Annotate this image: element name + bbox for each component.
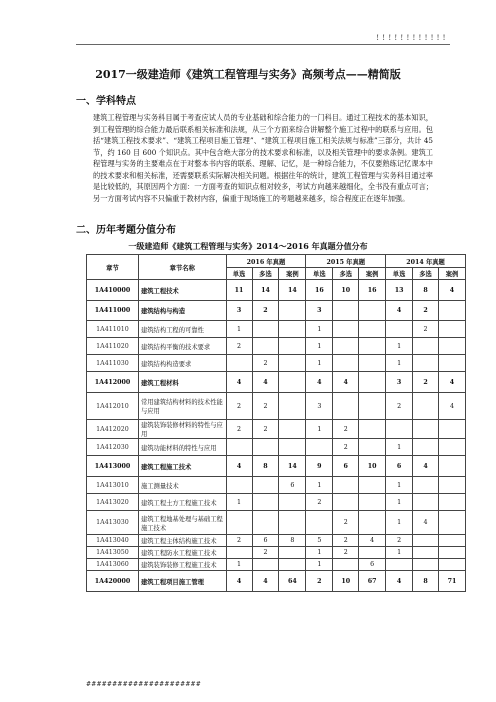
score-cell: 14 <box>279 456 306 477</box>
score-cell <box>359 511 386 535</box>
score-cell <box>333 393 359 420</box>
footer-marks: ###################### <box>86 681 202 688</box>
score-cell: 1 <box>386 547 413 559</box>
score-cell: 16 <box>359 280 386 301</box>
subheader-single-choice: 单选 <box>226 268 252 280</box>
chapter-name-cell: 建筑工程主体结构施工技术 <box>138 535 226 547</box>
score-cell: 2 <box>226 393 252 420</box>
score-cell <box>279 355 306 372</box>
score-cell: 6 <box>279 477 306 494</box>
score-cell: 2 <box>333 547 359 559</box>
score-cell: 13 <box>386 280 413 301</box>
table-caption: 一级建造师《建筑工程管理与实务》2014～2016 年真题分值分布 <box>128 241 368 251</box>
chapter-code-cell: 1A410000 <box>87 280 139 301</box>
score-cell <box>333 477 359 494</box>
score-cell: 4 <box>413 456 439 477</box>
score-cell: 4 <box>386 571 413 592</box>
chapter-name-cell: 建筑工程项目施工管理 <box>138 571 226 592</box>
score-cell <box>438 456 465 477</box>
score-cell <box>386 420 413 439</box>
score-cell <box>438 301 465 321</box>
score-cell <box>413 338 439 355</box>
score-cell <box>279 338 306 355</box>
chapter-name-cell: 建筑装饰装修工程施工技术 <box>138 559 226 571</box>
score-cell: 2 <box>333 535 359 547</box>
score-cell: 9 <box>306 456 333 477</box>
score-cell: 16 <box>306 280 333 301</box>
chapter-name-cell: 建筑功能材料的特性与应用 <box>138 439 226 456</box>
score-cell: 3 <box>306 393 333 420</box>
table-row <box>87 511 466 535</box>
chapter-code-cell: 1A411000 <box>87 301 139 321</box>
subheader-multi-choice: 多选 <box>252 268 279 280</box>
chapter-code-cell: 1A413040 <box>87 535 139 547</box>
score-cell: 71 <box>438 571 465 592</box>
score-cell <box>438 511 465 535</box>
score-cell <box>359 321 386 338</box>
score-cell <box>279 321 306 338</box>
chapter-code-cell: 1A411010 <box>87 321 139 338</box>
chapter-code-cell: 1A411020 <box>87 338 139 355</box>
header-year-2014: 2014 年真题 <box>386 255 466 268</box>
score-cell: 1 <box>306 321 333 338</box>
score-cell: 2 <box>333 439 359 456</box>
score-cell: 8 <box>279 535 306 547</box>
score-cell <box>413 535 439 547</box>
score-cell <box>438 547 465 559</box>
table-row <box>87 547 466 559</box>
score-cell: 2 <box>226 535 252 547</box>
chapter-name-cell: 建筑结构构造要求 <box>138 355 226 372</box>
score-cell: 1 <box>386 477 413 494</box>
score-cell <box>438 321 465 338</box>
score-cell: 1 <box>306 338 333 355</box>
score-cell <box>252 511 279 535</box>
score-cell: 2 <box>413 321 439 338</box>
score-cell: 2 <box>333 511 359 535</box>
score-cell <box>359 547 386 559</box>
table-row <box>87 494 466 511</box>
score-distribution-table <box>86 254 466 592</box>
score-cell <box>226 355 252 372</box>
score-cell <box>252 477 279 494</box>
score-cell: 4 <box>386 301 413 321</box>
score-cell <box>333 301 359 321</box>
score-cell <box>252 338 279 355</box>
score-cell <box>306 511 333 535</box>
score-cell <box>438 477 465 494</box>
table-row <box>87 393 466 420</box>
score-cell: 1 <box>386 338 413 355</box>
score-cell <box>279 372 306 393</box>
table-row <box>87 535 466 547</box>
score-cell: 2 <box>252 393 279 420</box>
score-cell <box>359 494 386 511</box>
score-cell: 1 <box>386 439 413 456</box>
score-cell <box>438 494 465 511</box>
chapter-code-cell: 1A420000 <box>87 571 139 592</box>
score-cell: 6 <box>359 559 386 571</box>
score-cell <box>413 547 439 559</box>
chapter-code-cell: 1A413050 <box>87 547 139 559</box>
chapter-code-cell: 1A412000 <box>87 372 139 393</box>
score-cell <box>279 301 306 321</box>
score-cell: 2 <box>226 420 252 439</box>
table-row <box>87 280 466 301</box>
chapter-name-cell: 施工测量技术 <box>138 477 226 494</box>
chapter-code-cell: 1A413020 <box>87 494 139 511</box>
table-row <box>87 355 466 372</box>
table-row <box>87 338 466 355</box>
chapter-name-cell: 建筑结构工程的可靠性 <box>138 321 226 338</box>
score-cell <box>252 559 279 571</box>
score-cell <box>413 559 439 571</box>
score-cell <box>279 393 306 420</box>
score-cell: 4 <box>226 571 252 592</box>
score-cell <box>438 338 465 355</box>
score-cell <box>413 420 439 439</box>
chapter-name-cell: 建筑装饰装修材料的特性与应用 <box>138 420 226 439</box>
header-year-2016: 2016 年真题 <box>226 255 306 268</box>
score-cell <box>279 547 306 559</box>
chapter-name-cell: 常用建筑结构材料的技术性能与应用 <box>138 393 226 420</box>
score-cell: 4 <box>226 456 252 477</box>
score-cell <box>386 559 413 571</box>
score-cell <box>226 511 252 535</box>
score-cell: 1 <box>306 420 333 439</box>
score-cell <box>279 494 306 511</box>
score-cell: 1 <box>386 511 413 535</box>
score-cell: 2 <box>413 372 439 393</box>
score-cell <box>226 439 252 456</box>
header-rule <box>76 44 450 45</box>
document-title: 2017一级建造师《建筑工程管理与实务》高频考点——精简版 <box>95 68 401 81</box>
chapter-code-cell: 1A411030 <box>87 355 139 372</box>
score-cell <box>279 559 306 571</box>
chapter-name-cell: 建筑工程施工技术 <box>138 456 226 477</box>
score-cell: 8 <box>413 571 439 592</box>
table-row <box>87 420 466 439</box>
score-cell: 4 <box>252 571 279 592</box>
score-cell: 3 <box>226 301 252 321</box>
score-cell <box>413 477 439 494</box>
score-cell: 2 <box>333 420 359 439</box>
table-row <box>87 321 466 338</box>
score-cell: 4 <box>438 372 465 393</box>
score-cell: 6 <box>333 456 359 477</box>
score-cell: 4 <box>438 393 465 420</box>
score-cell: 2 <box>386 535 413 547</box>
score-cell: 6 <box>386 456 413 477</box>
score-cell: 64 <box>279 571 306 592</box>
table-row <box>87 372 466 393</box>
score-cell: 2 <box>252 301 279 321</box>
score-cell: 2 <box>252 420 279 439</box>
score-cell <box>438 535 465 547</box>
score-cell <box>359 477 386 494</box>
score-cell <box>438 559 465 571</box>
table-row <box>87 301 466 321</box>
chapter-code-cell: 1A412020 <box>87 420 139 439</box>
score-cell <box>226 477 252 494</box>
score-cell <box>438 420 465 439</box>
score-cell: 2 <box>306 494 333 511</box>
score-cell <box>438 439 465 456</box>
subheader-case: 案例 <box>359 268 386 280</box>
score-cell: 1 <box>306 559 333 571</box>
section-paragraph-1: 建筑工程管理与实务科目属于考查应试人员的专业基础和综合能力的一门科目。通过工程技术的基本知识，到工程管理的综合能力最后联系相关标准和法规，从三个方面来综合讲解整个施工过程中的联系与应用。包括“建筑工程技术要求”、“建筑工程项目施工管理”、“建筑工程项目施工相关法规与标准”三部分，共计 45 节，约 160 目 600 个知识点。其中包含绝大部分的技术要求和标准，以及相关管理中的要求条例。建筑工程管理与实务的主要难点在于对整本书内容的联系、理解、记忆，是一种综合能力，不仅要熟练记忆课本中的技术要求和相关标准，还需要联系实际解决相关问题。根据往年的统计，建筑工程管理与实务科目通过率是比较低的，其原因两个方面：一方面考查的知识点相对较多，考试方向越来越细化，全书没有重点可言；另一方面考试内容不只偏重于教材内容，偏重于现场施工的考题越来越多，综合程度正在逐年加强。 <box>93 113 433 203</box>
table-row <box>87 559 466 571</box>
score-cell: 1 <box>226 494 252 511</box>
score-cell <box>359 393 386 420</box>
score-cell <box>252 321 279 338</box>
score-cell <box>279 511 306 535</box>
score-cell <box>359 301 386 321</box>
chapter-name-cell: 建筑结构与构造 <box>138 301 226 321</box>
score-cell <box>333 559 359 571</box>
score-cell <box>279 420 306 439</box>
chapter-name-cell: 建筑工程材料 <box>138 372 226 393</box>
score-cell <box>252 439 279 456</box>
score-cell <box>333 321 359 338</box>
chapter-code-cell: 1A413000 <box>87 456 139 477</box>
score-cell <box>413 439 439 456</box>
chapter-name-cell: 建筑工程防水工程施工技术 <box>138 547 226 559</box>
score-cell: 8 <box>252 456 279 477</box>
score-cell: 4 <box>438 280 465 301</box>
chapter-name-cell: 建筑工程地基处理与基础工程施工技术 <box>138 511 226 535</box>
score-cell <box>306 439 333 456</box>
score-cell: 14 <box>279 280 306 301</box>
score-cell: 4 <box>359 535 386 547</box>
score-cell: 4 <box>226 372 252 393</box>
score-cell: 1 <box>306 477 333 494</box>
score-cell: 3 <box>386 372 413 393</box>
score-cell: 3 <box>306 301 333 321</box>
subheader-case: 案例 <box>279 268 306 280</box>
score-cell: 2 <box>306 571 333 592</box>
score-cell: 10 <box>333 280 359 301</box>
score-cell <box>359 355 386 372</box>
chapter-code-cell: 1A412010 <box>87 393 139 420</box>
score-cell <box>359 372 386 393</box>
score-cell <box>438 355 465 372</box>
score-cell <box>413 355 439 372</box>
section-heading-2: 二、历年考题分值分布 <box>76 225 176 236</box>
header-chapter: 章节 <box>87 255 139 280</box>
chapter-name-cell: 建筑工程土方工程施工技术 <box>138 494 226 511</box>
score-cell: 4 <box>413 511 439 535</box>
section-heading-1: 一、学科特点 <box>76 96 136 107</box>
score-cell: 2 <box>226 338 252 355</box>
subheader-single-choice: 单选 <box>386 268 413 280</box>
score-cell <box>413 494 439 511</box>
table-row <box>87 456 466 477</box>
score-cell <box>279 439 306 456</box>
score-cell: 67 <box>359 571 386 592</box>
score-cell: 11 <box>226 280 252 301</box>
score-cell: 2 <box>252 547 279 559</box>
table-row <box>87 439 466 456</box>
score-cell: 4 <box>333 372 359 393</box>
score-cell <box>333 355 359 372</box>
header-year-2015: 2015 年真题 <box>306 255 386 268</box>
score-cell: 10 <box>333 571 359 592</box>
score-cell: 6 <box>252 535 279 547</box>
chapter-code-cell: 1A413030 <box>87 511 139 535</box>
score-cell: 5 <box>306 535 333 547</box>
score-cell: 1 <box>386 494 413 511</box>
subheader-multi-choice: 多选 <box>333 268 359 280</box>
score-cell: 1 <box>306 547 333 559</box>
score-cell <box>333 494 359 511</box>
subheader-single-choice: 单选 <box>306 268 333 280</box>
score-cell: 1 <box>386 355 413 372</box>
score-cell <box>386 321 413 338</box>
header-marks: ! ! ! ! ! ! ! ! ! ! ! ! <box>376 34 446 42</box>
score-cell: 14 <box>252 280 279 301</box>
score-cell <box>226 547 252 559</box>
score-cell <box>359 338 386 355</box>
score-cell: 2 <box>413 301 439 321</box>
score-cell <box>359 420 386 439</box>
header-chapter-name: 章节名称 <box>138 255 226 280</box>
table-row <box>87 571 466 592</box>
score-cell: 10 <box>359 456 386 477</box>
score-cell: 4 <box>306 372 333 393</box>
score-cell <box>413 393 439 420</box>
score-cell: 4 <box>252 372 279 393</box>
score-cell <box>333 338 359 355</box>
subheader-case: 案例 <box>438 268 465 280</box>
score-cell: 1 <box>226 321 252 338</box>
table-row <box>87 477 466 494</box>
score-cell: 1 <box>306 355 333 372</box>
score-cell: 1 <box>226 559 252 571</box>
chapter-code-cell: 1A413060 <box>87 559 139 571</box>
score-cell: 2 <box>252 355 279 372</box>
chapter-code-cell: 1A413010 <box>87 477 139 494</box>
score-cell <box>359 439 386 456</box>
score-cell: 2 <box>386 393 413 420</box>
score-cell <box>252 494 279 511</box>
chapter-code-cell: 1A412030 <box>87 439 139 456</box>
subheader-multi-choice: 多选 <box>413 268 439 280</box>
score-cell: 8 <box>413 280 439 301</box>
chapter-name-cell: 建筑工程技术 <box>138 280 226 301</box>
chapter-name-cell: 建筑结构平衡的技术要求 <box>138 338 226 355</box>
